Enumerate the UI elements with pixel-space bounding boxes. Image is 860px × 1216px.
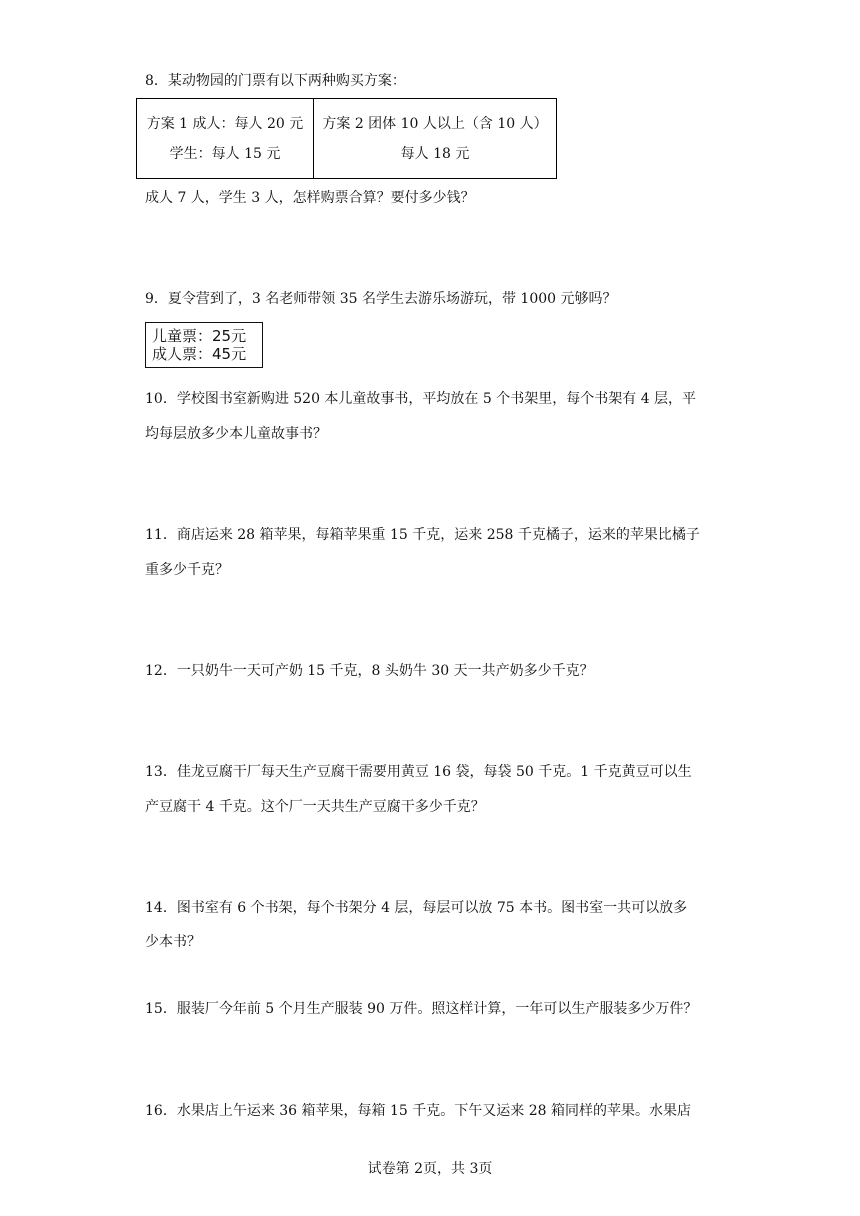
question-8-prompt: 成人 7 人，学生 3 人，怎样购票合算？要付多少钱？	[145, 190, 475, 206]
plan-1-student-price: 学生：每人 15 元	[169, 145, 281, 162]
question-10-line-1: 10．学校图书室新购进 520 本儿童故事书，平均放在 5 个书架里，每个书架有 4 层，平	[145, 391, 697, 407]
question-11-line-2: 重多少千克？	[145, 562, 229, 578]
ticket-price-box	[145, 322, 263, 368]
plan-1-cell	[137, 99, 314, 179]
plan-2-group-rule: 方案 2 团体 10 人以上（含 10 人）	[322, 115, 548, 132]
question-16-line-1: 16．水果店上午运来 36 箱苹果，每箱 15 千克。下午又运来 28 箱同样的苹果。水果店	[145, 1103, 691, 1119]
question-11-line-1: 11．商店运来 28 箱苹果，每箱苹果重 15 千克，运来 258 千克橘子，运来的苹果比橘子	[145, 527, 700, 543]
plan-2-group-price: 每人 18 元	[400, 145, 470, 162]
plan-2-cell	[314, 99, 557, 179]
adult-ticket-price: 成人票：45元	[152, 345, 247, 363]
plan-1-adult-price: 方案 1 成人：每人 20 元	[146, 115, 304, 132]
question-13-line-1: 13．佳龙豆腐干厂每天生产豆腐干需要用黄豆 16 袋，每袋 50 千克。1 千克黄豆可以生	[145, 764, 692, 780]
question-13-line-2: 产豆腐干 4 千克。这个厂一天共生产豆腐干多少千克？	[145, 799, 485, 815]
question-10-line-2: 均每层放多少本儿童故事书？	[145, 426, 327, 442]
question-14-line-1: 14．图书室有 6 个书架，每个书架分 4 层，每层可以放 75 本书。图书室一共可以放多	[145, 900, 688, 916]
question-12-text: 12．一只奶牛一天可产奶 15 千克，8 头奶牛 30 天一共产奶多少千克？	[145, 663, 594, 679]
ticket-plans-table	[136, 98, 557, 179]
child-ticket-price: 儿童票：25元	[152, 327, 247, 345]
question-9-text: 9．夏令营到了，3 名老师带领 35 名学生去游乐场游玩，带 1000 元够吗？	[145, 291, 617, 307]
page-footer: 试卷第 2页，共 3页	[367, 1161, 493, 1177]
question-8-title: 8．某动物园的门票有以下两种购买方案：	[145, 73, 406, 89]
question-14-line-2: 少本书？	[145, 934, 201, 950]
question-15-text: 15．服装厂今年前 5 个月生产服装 90 万件。照这样计算，一年可以生产服装多少万件？	[145, 1001, 698, 1017]
